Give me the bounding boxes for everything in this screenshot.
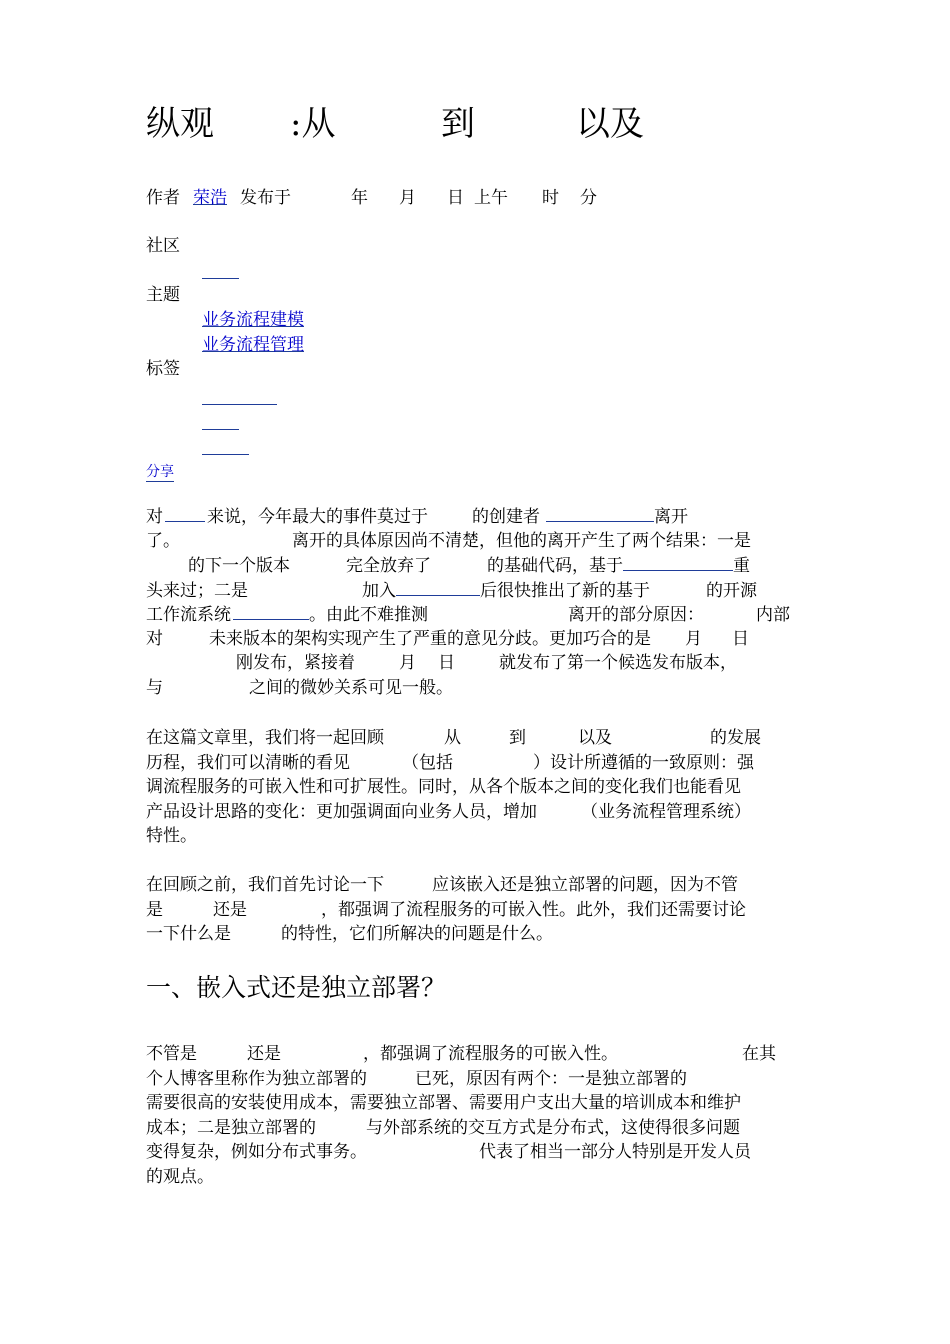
inline-link[interactable] (396, 578, 480, 596)
paragraph-2: 在这篇文章里，我们将一起回顾 从 到 以及 的发展 历程，我们可以清晰的看见 （包括 ）设计所遵循的一致原则：强 调流程服务的可嵌入性和可扩展性。同时，从各个版本之间的变化我们也能看见 产品设计思路的变化：更加强调面向业务人员，增加 （业务流程管理系统） 特性。 (146, 728, 761, 846)
share-link[interactable]: 分享 (146, 464, 174, 480)
author-link[interactable]: 荣浩 (193, 188, 227, 208)
title-part-3: 到 (441, 104, 475, 144)
paragraph-3: 在回顾之前，我们首先讨论一下 应该嵌入还是独立部署的问题，因为不管 是 还是 ，都强调了流程服务的可嵌入性。此外，我们还需要讨论 一下什么是 的特性，它们所解决的问题是什么。 (146, 875, 746, 944)
published-year: 年 (351, 188, 368, 208)
published-day: 日 (447, 188, 464, 208)
published-am: 上午 (474, 188, 508, 208)
community-label: 社区 (146, 236, 180, 256)
author-label: 作者 (146, 188, 180, 208)
inline-link[interactable] (623, 553, 733, 571)
topic-link-bpm-management[interactable]: 业务流程管理 (202, 335, 304, 355)
tag-link-1[interactable] (202, 404, 277, 405)
published-minute: 分 (580, 188, 597, 208)
inline-link[interactable] (165, 504, 205, 522)
tag-link-2[interactable] (202, 429, 239, 430)
tags-label: 标签 (146, 359, 180, 379)
community-link[interactable] (202, 278, 239, 279)
title-part-2: :从 (290, 104, 336, 144)
title-part-4: 以及 (576, 104, 644, 144)
published-label: 发布于 (240, 188, 291, 208)
paragraph-1: 对 来说，今年最大的事件莫过于 的创建者 离开 了。 离开的具体原因尚不清楚，但他的离开产生了两个结果：一是 的下一个版本 完全放弃了 的基础代码，基于 重 头来过；二是 加入 后很快推出了新的基于 的开源 工作流系统 。由此不难推测 离开的部分原因： 内部 对 未来版本的架构实现产生了严重的意见分歧。更加巧合的是 月 日 刚发布，紧接着 月 日 就发布了第一个候选发布版本， 与 之间的微妙关系可见一般。 (146, 504, 810, 700)
inline-link[interactable] (233, 602, 309, 620)
topic-link-bpm-modeling[interactable]: 业务流程建模 (202, 310, 304, 330)
topic-label: 主题 (146, 285, 180, 305)
page-title (146, 104, 214, 144)
title-part-1: 纵观 (146, 104, 214, 144)
published-hour: 时 (542, 188, 559, 208)
published-month: 月 (399, 188, 416, 208)
inline-link[interactable] (546, 504, 654, 522)
tag-link-3[interactable] (202, 454, 249, 455)
section-heading: 一、嵌入式还是独立部署？ (146, 973, 447, 1002)
paragraph-4: 不管是 还是 ，都强调了流程服务的可嵌入性。 在其 个人博客里称作为独立部署的 已死，原因有两个：一是独立部署的 需要很高的安装使用成本，需要独立部署、需要用户支出大量的培训成本和维护 成本；二是独立部署的 与外部系统的交互方式是分布式，这使得很多问题 变得复杂，例如分布式事务。 代表了相当一部分人特别是开发人员 的观点。 (146, 1044, 776, 1187)
